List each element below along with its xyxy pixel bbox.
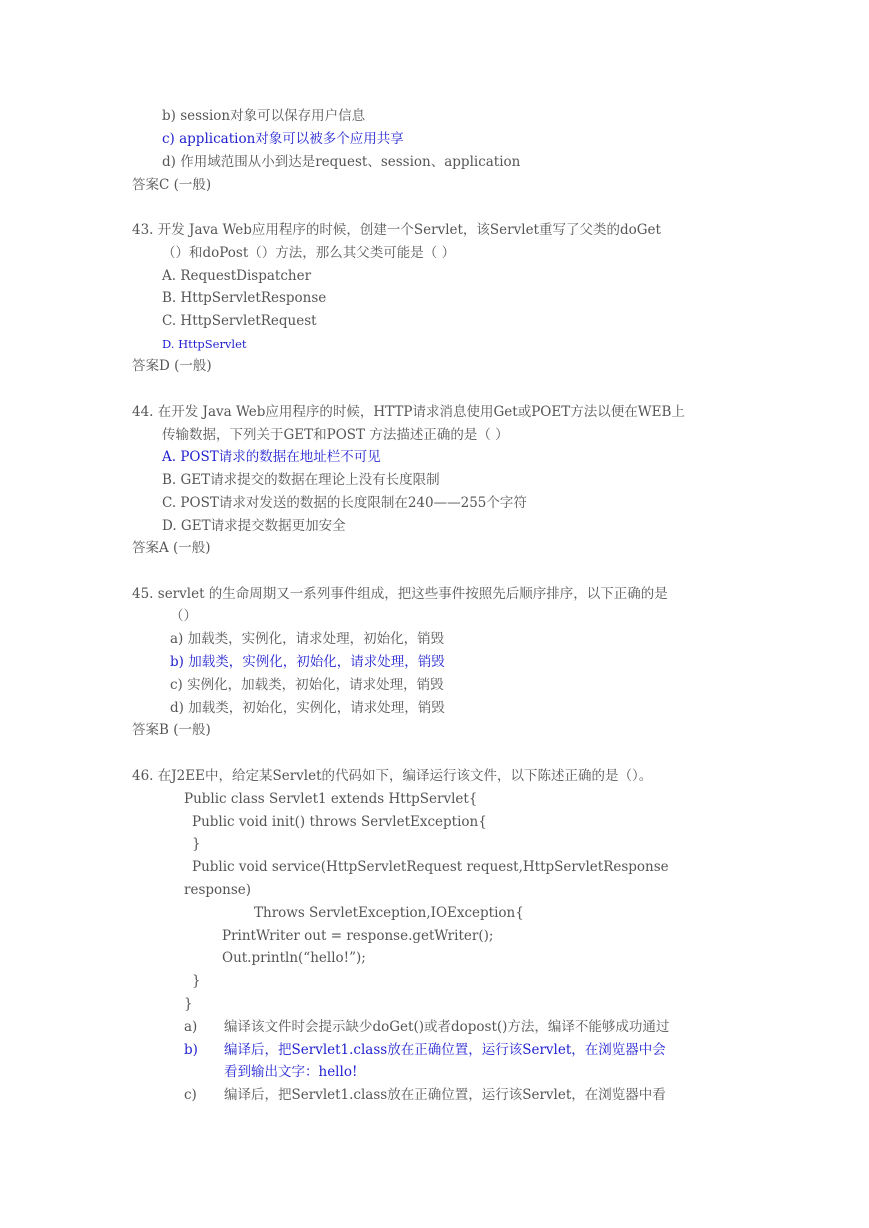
option-d-correct: D. HttpServlet	[162, 337, 247, 351]
answer-line: 答案D (一般)	[132, 358, 212, 374]
option-d: d) 加载类，初始化，实例化，请求处理，销毁	[170, 700, 445, 716]
option-b-correct: 编译后，把Servlet1.class放在正确位置，运行该Servlet，在浏览器中会	[224, 1042, 666, 1058]
option-c: c) 实例化，加载类，初始化，请求处理，销毁	[170, 677, 444, 693]
code-line: }	[192, 973, 201, 989]
question-44-text-cont: 传输数据，下列关于GET和POST 方法描述正确的是（ ）	[162, 427, 509, 443]
code-line: PrintWriter out = response.getWriter();	[222, 928, 494, 944]
code-line: }	[192, 836, 201, 852]
option-c-correct: c) application对象可以被多个应用共享	[162, 131, 404, 147]
question-45-text: 45. servlet 的生命周期又一系列事件组成，把这些事件按照先后顺序排序，以下正确的是	[132, 586, 668, 602]
question-45-text-cont: （）	[170, 608, 197, 624]
question-44-text: 44. 在开发 Java Web应用程序的时候，HTTP请求消息使用Get或POET方法以便在WEB上	[132, 404, 685, 420]
option-a: A. RequestDispatcher	[162, 268, 312, 284]
code-line: response)	[184, 882, 252, 898]
option-b-label: b)	[184, 1042, 198, 1058]
option-b: b) session对象可以保存用户信息	[162, 108, 366, 124]
option-a: a) 加载类，实例化，请求处理，初始化，销毁	[170, 631, 445, 647]
code-line: Public class Servlet1 extends HttpServlet{	[184, 791, 478, 807]
option-a: 编译该文件时会提示缺少doGet()或者dopost()方法，编译不能够成功通过	[224, 1019, 670, 1035]
answer-line: 答案A (一般)	[132, 540, 211, 556]
option-b: B. HttpServletResponse	[162, 290, 327, 306]
code-line: }	[184, 996, 193, 1012]
option-d: d) 作用域范围从小到达是request、session、application	[162, 154, 521, 170]
code-line: Out.println(“hello!”);	[222, 950, 366, 966]
option-c: C. HttpServletRequest	[162, 313, 317, 329]
code-line: Public void init() throws ServletException{	[192, 814, 487, 830]
code-line: Throws ServletException,IOException{	[254, 905, 524, 921]
option-c: C. POST请求对发送的数据的长度限制在240——255个字符	[162, 495, 527, 511]
answer-line: 答案B (一般)	[132, 722, 211, 738]
option-c-label: c)	[184, 1087, 197, 1103]
option-b-correct: b) 加载类，实例化，初始化，请求处理，销毁	[170, 654, 445, 670]
option-b-correct-cont: 看到输出文字：hello!	[224, 1064, 358, 1080]
question-46-text: 46. 在J2EE中，给定某Servlet的代码如下，编译运行该文件，以下陈述正确的是（）。	[132, 768, 653, 784]
option-c: 编译后，把Servlet1.class放在正确位置，运行该Servlet，在浏览器中看	[224, 1087, 666, 1103]
answer-line: 答案C (一般)	[132, 177, 212, 193]
question-43-text: 43. 开发 Java Web应用程序的时候，创建一个Servlet，该Servlet重写了父类的doGet	[132, 222, 661, 238]
option-a-correct: A. POST请求的数据在地址栏不可见	[162, 449, 381, 465]
option-d: D. GET请求提交数据更加安全	[162, 518, 346, 534]
question-43-text-cont: （）和doPost（）方法，那么其父类可能是（ ）	[162, 245, 456, 261]
option-a-label: a)	[184, 1019, 198, 1035]
option-b: B. GET请求提交的数据在理论上没有长度限制	[162, 472, 440, 488]
code-line: Public void service(HttpServletRequest request,HttpServletResponse	[192, 859, 669, 875]
